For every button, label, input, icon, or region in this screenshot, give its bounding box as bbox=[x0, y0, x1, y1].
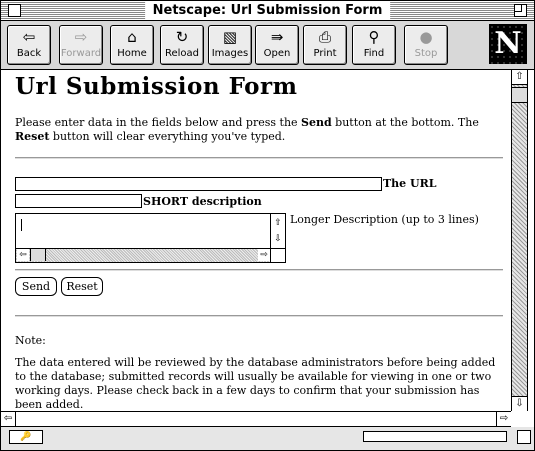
scroll-left-arrow-icon[interactable]: ⇦ bbox=[17, 249, 29, 261]
zoom-box-icon[interactable] bbox=[514, 4, 527, 17]
url-input[interactable] bbox=[15, 177, 382, 191]
scroll-up-arrow-icon[interactable]: ⇧ bbox=[272, 217, 284, 229]
window-title: Netscape: Url Submission Form bbox=[145, 2, 391, 19]
page-scroll-up-icon[interactable]: ⇧ bbox=[512, 70, 527, 85]
page-scroll-thumb[interactable] bbox=[512, 87, 527, 103]
images-button-label: Images bbox=[211, 48, 249, 59]
close-box-icon[interactable] bbox=[8, 4, 21, 17]
text-cursor bbox=[21, 219, 22, 231]
security-key-icon[interactable]: 🔑 bbox=[9, 430, 43, 444]
url-label: The URL bbox=[383, 177, 437, 190]
note-paragraph: The data entered will be reviewed by the database administrators before being added to the database; submitted records will usually be available for viewing in one or two working days. Please check back in a few days to confirm that your submission has been added. bbox=[15, 356, 496, 411]
intro-send-word: Send bbox=[301, 116, 332, 129]
resize-grow-box-icon[interactable] bbox=[517, 430, 531, 444]
note-label: Note: bbox=[15, 334, 46, 347]
images-button[interactable] bbox=[208, 25, 252, 65]
page-vertical-scrollbar[interactable] bbox=[511, 70, 528, 411]
netscape-logo-icon: N bbox=[489, 24, 527, 64]
find-button[interactable] bbox=[352, 25, 396, 65]
reload-button-label: Reload bbox=[164, 48, 200, 59]
page-content bbox=[1, 70, 511, 411]
reload-icon: ↻ bbox=[175, 28, 189, 46]
back-arrow-icon: ⇦ bbox=[22, 28, 36, 46]
intro-text-1: Please enter data in the fields below and press the bbox=[15, 116, 302, 129]
title-bar[interactable] bbox=[1, 1, 534, 21]
page-scroll-down-icon[interactable]: ⇩ bbox=[512, 396, 527, 411]
forward-button-label: Forward bbox=[60, 48, 102, 59]
intro-text-3: button will clear everything you've typed. bbox=[49, 130, 286, 143]
open-button[interactable] bbox=[255, 25, 299, 65]
stop-icon: ● bbox=[419, 28, 433, 46]
textarea-horizontal-scrollbar[interactable] bbox=[16, 248, 271, 262]
divider bbox=[15, 315, 503, 317]
page-scroll-right-icon[interactable]: ⇨ bbox=[496, 412, 511, 426]
back-button[interactable] bbox=[7, 25, 51, 65]
textarea-corner bbox=[270, 248, 285, 262]
open-button-label: Open bbox=[263, 48, 291, 59]
home-button[interactable] bbox=[110, 25, 154, 65]
forward-arrow-icon: ⇨ bbox=[74, 28, 88, 46]
print-button-label: Print bbox=[313, 48, 337, 59]
home-icon: ⌂ bbox=[127, 28, 137, 46]
intro-paragraph bbox=[15, 116, 505, 144]
scroll-right-arrow-icon[interactable]: ⇨ bbox=[258, 249, 270, 261]
find-button-label: Find bbox=[363, 48, 385, 59]
divider bbox=[15, 269, 503, 271]
short-description-label: SHORT description bbox=[143, 195, 262, 208]
reload-button[interactable] bbox=[160, 25, 204, 65]
find-binoculars-icon: ⚲ bbox=[368, 28, 380, 46]
status-bar bbox=[1, 427, 534, 450]
page-horizontal-scrollbar[interactable] bbox=[1, 411, 511, 427]
forward-button[interactable] bbox=[59, 25, 103, 65]
page-scroll-left-icon[interactable]: ⇦ bbox=[1, 412, 16, 426]
back-button-label: Back bbox=[16, 48, 42, 59]
print-icon: ⎙ bbox=[318, 28, 331, 46]
intro-text-2: button at the bottom. The bbox=[331, 116, 479, 129]
print-button[interactable] bbox=[303, 25, 347, 65]
send-button[interactable]: Send bbox=[15, 277, 57, 296]
long-description-label: Longer Description (up to 3 lines) bbox=[290, 213, 479, 226]
scroll-down-arrow-icon[interactable]: ⇩ bbox=[272, 233, 284, 245]
intro-reset-word: Reset bbox=[15, 130, 50, 143]
navigation-toolbar bbox=[1, 21, 534, 70]
divider bbox=[15, 157, 503, 159]
short-description-input[interactable] bbox=[15, 194, 142, 208]
images-icon: ▧ bbox=[222, 28, 238, 46]
page-title: Url Submission Form bbox=[15, 73, 298, 100]
stop-button[interactable] bbox=[404, 25, 448, 65]
textarea-vertical-scrollbar[interactable] bbox=[270, 214, 285, 248]
home-button-label: Home bbox=[117, 48, 147, 59]
long-description-textarea[interactable] bbox=[15, 213, 286, 263]
scroll-thumb[interactable] bbox=[30, 249, 46, 261]
progress-bar bbox=[363, 431, 507, 442]
open-icon: ⇛ bbox=[270, 28, 284, 46]
stop-button-label: Stop bbox=[414, 48, 438, 59]
reset-button[interactable]: Reset bbox=[61, 277, 103, 296]
